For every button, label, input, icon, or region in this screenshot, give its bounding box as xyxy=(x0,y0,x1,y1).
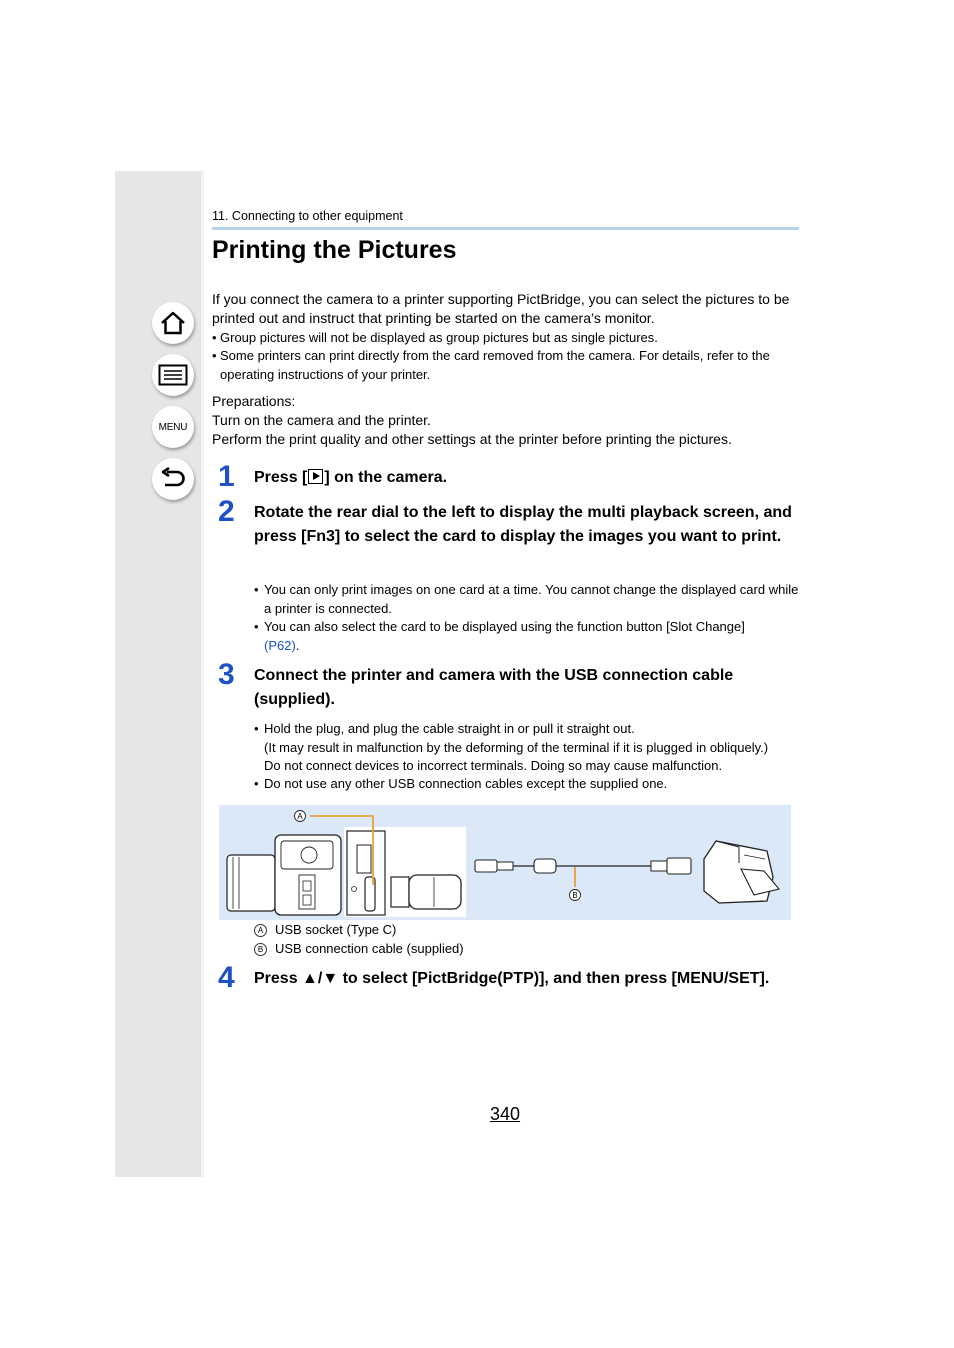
list-icon xyxy=(158,364,188,386)
step-note-text: You can also select the card to be displayed using the function button [Slot Change] xyxy=(264,619,745,634)
sidebar-edge xyxy=(201,171,204,1177)
step-note-text: You can only print images on one card at a time. You cannot change the displayed card while a printer is connected. xyxy=(264,582,799,616)
step-note: • Do not use any other USB connection cables except the supplied one. xyxy=(254,775,804,794)
legend-item xyxy=(254,921,396,939)
page-link[interactable]: (P62) xyxy=(264,637,296,653)
intro-bullet-text: Some printers can print directly from the card removed from the camera. For details, refer to the operating instructions of your printer. xyxy=(220,348,770,382)
step-number: 1 xyxy=(218,460,235,493)
contents-button[interactable] xyxy=(152,354,194,396)
step-note-text: (It may result in malfunction by the deforming of the terminal if it is plugged in obliquely.) xyxy=(264,739,769,755)
punctuation: . xyxy=(295,637,300,653)
playback-icon xyxy=(308,469,323,484)
usb-cable-icon xyxy=(475,858,691,874)
camera-printer-illustration xyxy=(219,805,791,920)
step-note: • You can only print images on one card at a time. You cannot change the displayed card while a printer is connected. xyxy=(254,581,804,618)
legend-item xyxy=(254,940,464,958)
step-note: • You can also select the card to be displayed using the function button [Slot Change] (P62). xyxy=(254,619,745,653)
step-note: • Hold the plug, and plug the cable straight in or pull it straight out. (It may result in malfunction by the deforming of the terminal if it is plugged in obliquely.) Do not connect devices to incorrect terminals. Doing so may cause malfunction. xyxy=(254,721,769,773)
section-rule xyxy=(212,227,799,230)
marker-b: B xyxy=(572,891,578,900)
step-note-text: Hold the plug, and plug the cable straight in or pull it straight out. xyxy=(264,721,635,736)
step-text-part: ] on the camera. xyxy=(324,469,448,486)
preparations-line: Turn on the camera and the printer. xyxy=(212,412,431,428)
marker-a: A xyxy=(297,812,303,821)
home-icon xyxy=(159,310,187,336)
menu-button[interactable] xyxy=(152,406,194,448)
step-number: 2 xyxy=(218,495,235,528)
preparations-heading: Preparations: xyxy=(212,393,296,409)
section-label: 11. Connecting to other equipment xyxy=(212,209,403,223)
step-number: 4 xyxy=(218,961,235,994)
preparations xyxy=(212,392,802,449)
legend-text: USB socket (Type C) xyxy=(275,922,397,937)
legend-text: USB connection cable (supplied) xyxy=(275,941,464,956)
page-number: 340 xyxy=(490,1104,521,1124)
step-text: Connect the printer and camera with the USB connection cable (supplied). xyxy=(254,667,734,708)
menu-label: MENU xyxy=(158,421,188,433)
step-text-part: Press [ xyxy=(254,469,308,486)
camera-icon xyxy=(227,835,341,915)
preparations-line: Perform the print quality and other settings at the printer before printing the pictures. xyxy=(212,431,732,447)
step-note-text: Do not use any other USB connection cables except the supplied one. xyxy=(264,776,668,791)
legend-marker: A xyxy=(254,924,267,937)
step-note-text: Do not connect devices to incorrect terminals. Doing so may cause malfunction. xyxy=(264,758,723,773)
back-button[interactable] xyxy=(152,458,194,500)
step-text: Rotate the rear dial to the left to display the multi playback screen, and press [Fn3] to select the card to display the images you want to print. xyxy=(254,504,792,545)
intro-bullet: • Group pictures will not be displayed as group pictures but as single pictures. xyxy=(212,328,802,347)
step-number: 3 xyxy=(218,658,235,691)
usb-socket-icon xyxy=(347,831,385,915)
intro-bullet-text: Group pictures will not be displayed as group pictures but as single pictures. xyxy=(220,330,658,345)
connection-diagram xyxy=(219,805,791,920)
step-text: Press ▲/▼ to select [PictBridge(PTP)], and then press [MENU/SET]. xyxy=(254,970,770,987)
legend-marker: B xyxy=(254,943,267,956)
page-title: Printing the Pictures xyxy=(212,236,457,264)
intro-bullet: • Some printers can print directly from the card removed from the camera. For details, refer to the operating instructions of your printer. xyxy=(212,346,802,384)
usb-c-plug-icon xyxy=(391,875,461,909)
step-text xyxy=(254,466,802,490)
printer-icon xyxy=(704,841,779,903)
return-icon xyxy=(159,467,187,491)
intro-paragraph: If you connect the camera to a printer supporting PictBridge, you can select the pictures to be printed out and instruct that printing be started on the camera’s monitor. xyxy=(212,291,790,326)
home-button[interactable] xyxy=(152,302,194,344)
